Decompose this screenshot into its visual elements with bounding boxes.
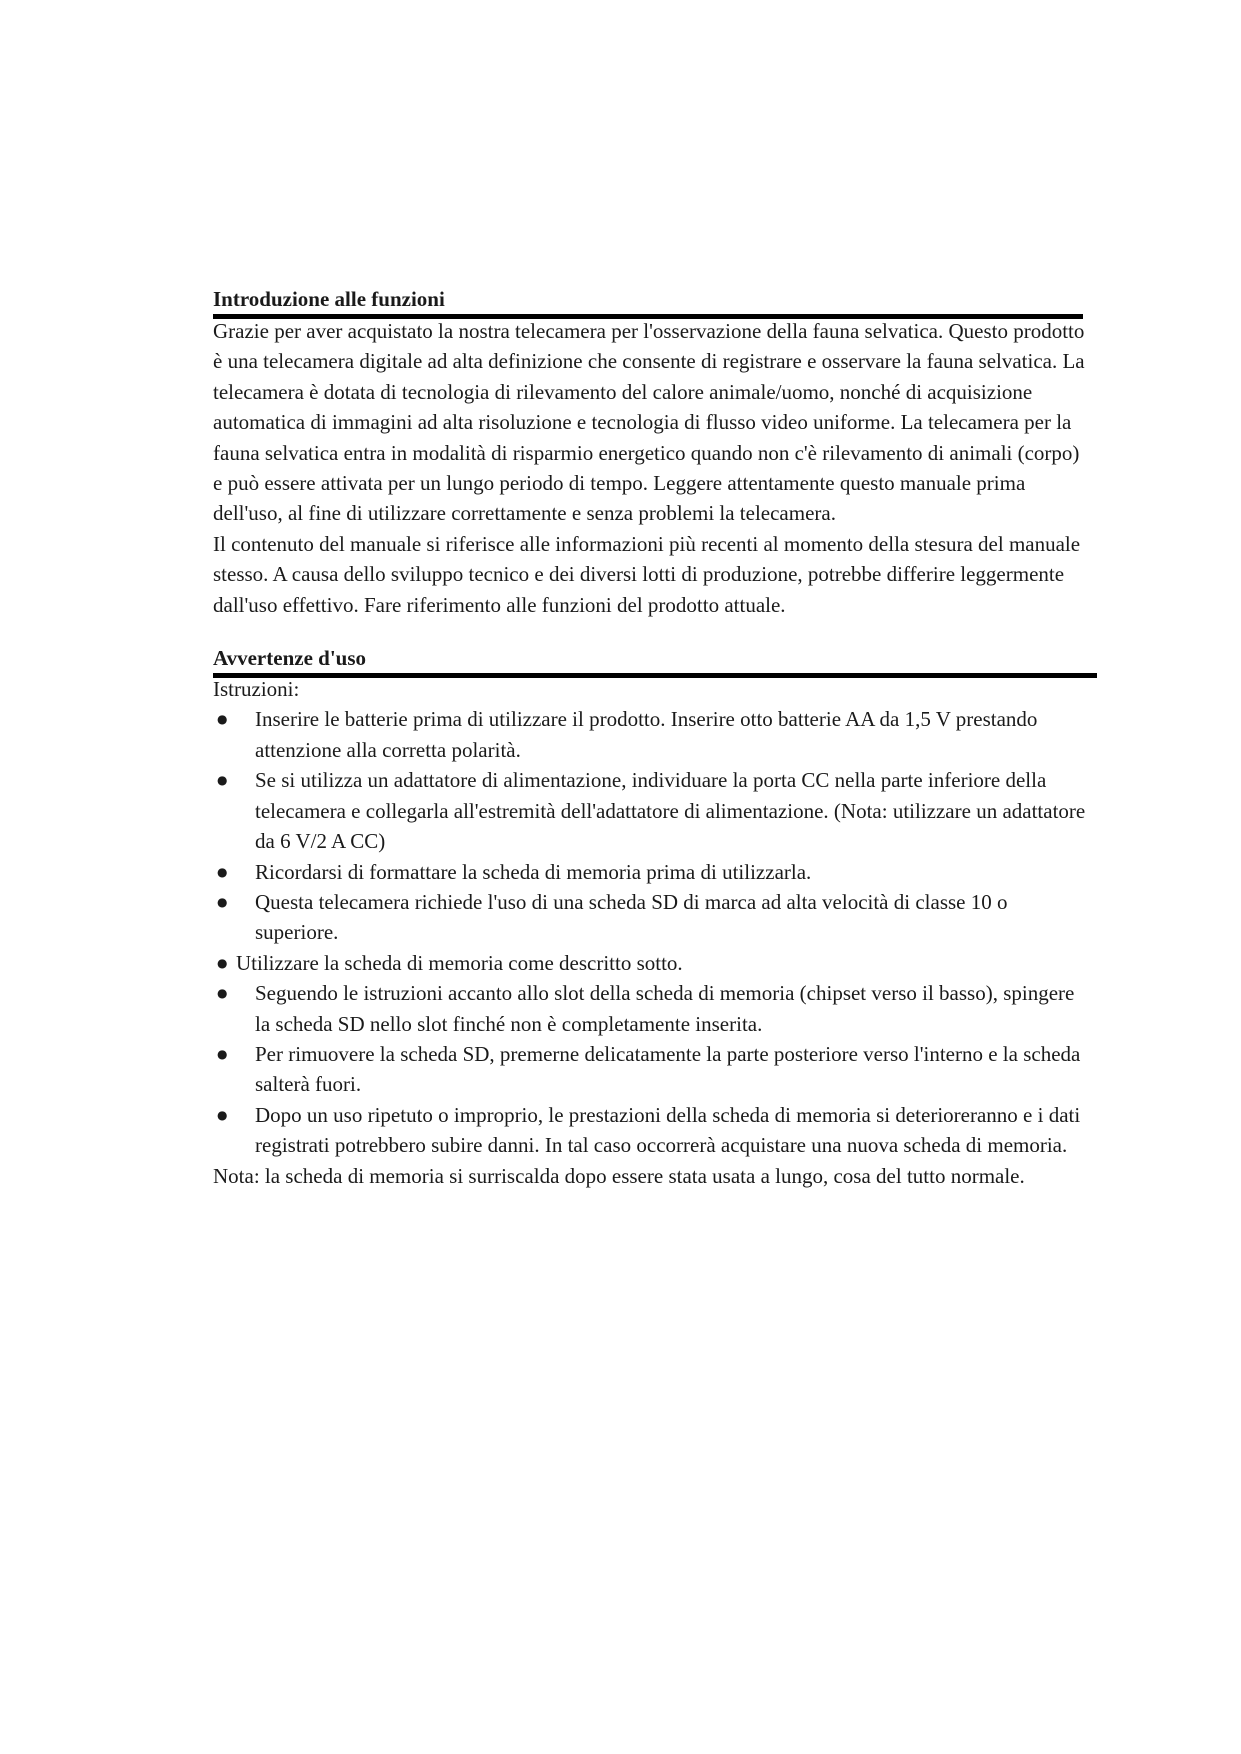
manual-page	[213, 287, 1093, 1191]
warnings-intro: Istruzioni:	[213, 677, 300, 702]
list-item: ● Ricordarsi di formattare la scheda di memoria prima di utilizzarla.	[213, 857, 1093, 887]
list-item: ● Utilizzare la scheda di memoria come descritto sotto.	[213, 948, 1093, 978]
section-spacer	[213, 620, 1093, 646]
list-item: ● Inserire le batterie prima di utilizzare il prodotto. Inserire otto batterie AA da 1,5 V prestando attenzione alla corretta polarità.	[213, 704, 1093, 765]
list-item: ● Per rimuovere la scheda SD, premerne delicatamente la parte posteriore verso l'interno e la scheda salterà fuori.	[213, 1039, 1093, 1100]
list-item: ● Dopo un uso ripetuto o improprio, le prestazioni della scheda di memoria si deterioreranno e i dati registrati potrebbero subire danni. In tal caso occorrerà acquistare una nuova scheda di memoria.	[213, 1100, 1093, 1161]
warnings-heading: Avvertenze d'uso	[213, 646, 366, 671]
intro-section	[213, 287, 1093, 620]
list-item: ● Se si utilizza un adattatore di alimentazione, individuare la porta CC nella parte inferiore della telecamera e collegarla all'estremità dell'adattatore di alimentazione. (Nota: utilizzare un adattatore da 6 V/2 A CC)	[213, 765, 1093, 856]
warnings-list	[213, 704, 1093, 1160]
warnings-section	[213, 646, 1093, 1191]
intro-paragraph-1: Grazie per aver acquistato la nostra telecamera per l'osservazione della fauna selvatica. Questo prodotto è una telecamera digitale ad alta definizione che consente di registrare e osservare la fauna selvatica. La telecamera è dotata di tecnologia di rilevamento del calore animale/uomo, nonché di acquisizione automatica di immagini ad alta risoluzione e tecnologia di flusso video uniforme. La telecamera per la fauna selvatica entra in modalità di risparmio energetico quando non c'è rilevamento di animali (corpo) e può essere attivata per un lungo periodo di tempo. Leggere attentamente questo manuale prima dell'uso, al fine di utilizzare correttamente e senza problemi la telecamera.	[213, 319, 1085, 526]
warnings-note: Nota: la scheda di memoria si surriscalda dopo essere stata usata a lungo, cosa del tutto normale.	[213, 1163, 1025, 1188]
intro-heading: Introduzione alle funzioni	[213, 287, 445, 311]
list-item: ● Seguendo le istruzioni accanto allo slot della scheda di memoria (chipset verso il basso), spingere la scheda SD nello slot finché non è completamente inserita.	[213, 978, 1093, 1039]
list-item: ● Questa telecamera richiede l'uso di una scheda SD di marca ad alta velocità di classe 10 o superiore.	[213, 887, 1093, 948]
intro-paragraph-2: Il contenuto del manuale si riferisce alle informazioni più recenti al momento della stesura del manuale stesso. A causa dello sviluppo tecnico e dei diversi lotti di produzione, potrebbe differire leggermente dall'uso effettivo. Fare riferimento alle funzioni del prodotto attuale.	[213, 531, 1081, 617]
